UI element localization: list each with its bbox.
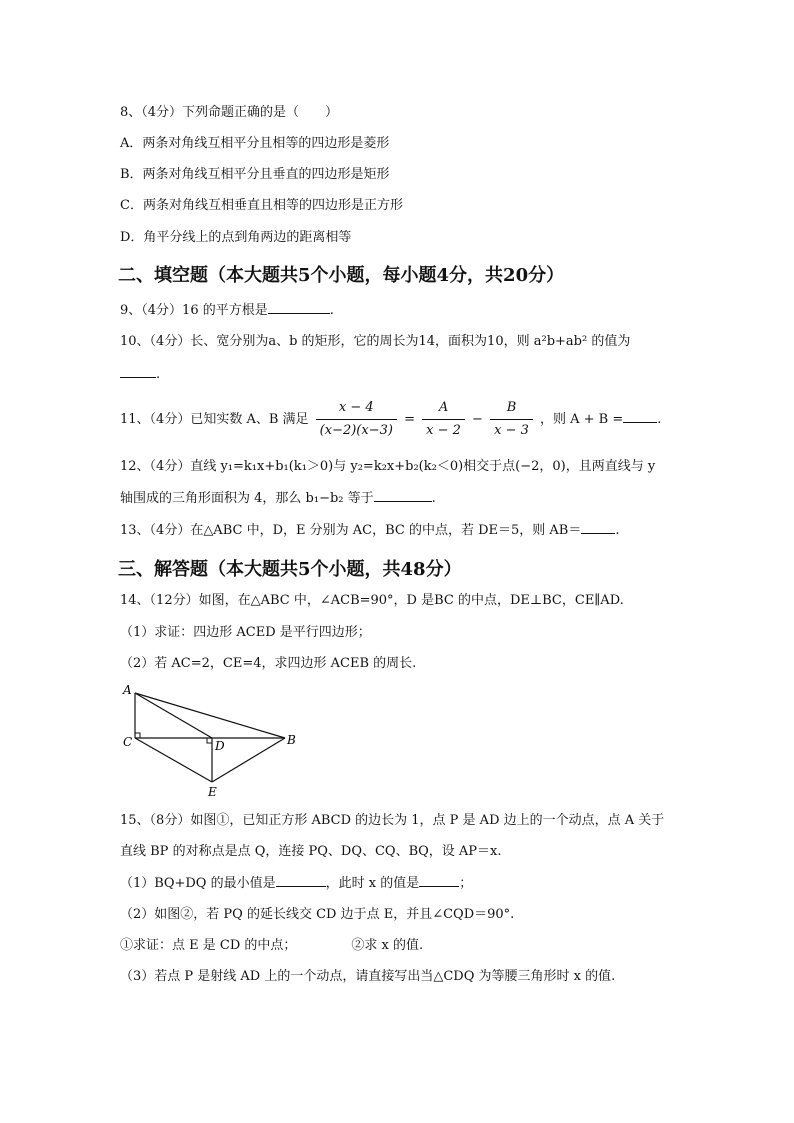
q11-end: . [657, 412, 662, 427]
q11-suffix: ，则 A + B = [540, 412, 624, 427]
right-angle-mark-c [135, 733, 140, 738]
q9-answer-blank [268, 301, 330, 314]
q9 [120, 301, 334, 320]
q8-option-d: D．角平分线上的点到角两边的距离相等 [120, 230, 352, 245]
q11-prefix: 11、（4分）已知实数 A、B 满足 [120, 412, 309, 427]
section-fill-blank-title: 二、填空题（本大题共5个小题，每小题4分，共20分） [118, 265, 565, 286]
q9-end: . [329, 303, 334, 318]
q14-part2: （2）若 AC=2，CE=4，求四边形 ACEB 的周长. [120, 656, 417, 671]
q12-line2 [120, 489, 436, 508]
q10-line1: 10、（4分）长、宽分别为a、b 的矩形，它的周长为14，面积为10，则 a²b+ab² 的值为 [120, 334, 631, 349]
q13-end: . [615, 523, 620, 538]
section-answer-title: 三、解答题（本大题共5个小题，共48分） [118, 559, 462, 580]
q10-end: . [156, 367, 161, 382]
q15-part2: （2）如图②，若 PQ 的延长线交 CD 边于点 E，并且∠CQD＝90°. [120, 907, 515, 922]
q14-geometry-figure [118, 680, 303, 800]
q14-part1: （1）求证：四边形 ACED 是平行四边形； [120, 625, 371, 640]
label-a: A [123, 683, 132, 697]
q10-line2 [120, 365, 160, 384]
label-c: C [123, 735, 133, 749]
q8-stem: 8、（4分）下列命题正确的是（ ） [120, 105, 339, 120]
q11-fraction-3: $\frac{B}{x - 3}$ [490, 398, 533, 441]
q11-minus: − [472, 412, 483, 427]
q11-equals: = [404, 412, 415, 427]
q11-fraction-2: $\frac{A}{x - 2}$ [422, 398, 465, 441]
q11-answer-blank [623, 410, 657, 423]
q8-option-c: C．两条对角线互相垂直且相等的四边形是正方形 [120, 198, 403, 213]
q14-stem: 14、（12分）如图，在△ABC 中，∠ACB=90°，D 是BC 的中点，DE⊥BC，CE∥AD. [120, 593, 624, 608]
q15-part2-sub [120, 937, 423, 955]
q8-option-a: A．两条对角线互相平分且相等的四边形是菱形 [120, 136, 390, 151]
q15-part2b: ②求 x 的值. [351, 938, 424, 953]
q15-line1: 15、（8分）如图①，已知正方形 ABCD 的边长为 1，点 P 是 AD 边上的一个动点，点 A 关于 [120, 813, 665, 828]
label-b: B [287, 733, 296, 747]
q12-line1: 12、（4分）直线 y₁=k₁x+b₁(k₁＞0)与 y₂=k₂x+b₂(k₂＜0)相交于点(−2，0)，且两直线与 y [120, 459, 656, 474]
label-d: D [215, 739, 225, 753]
q12-end: . [431, 491, 436, 506]
q11-fraction-1: $\frac{x - 4}{(x-2)(x-3)}$ [316, 398, 397, 441]
q13-answer-blank [581, 521, 615, 534]
right-angle-mark-d [207, 738, 212, 743]
label-e: E [208, 785, 217, 799]
q12-answer-blank [374, 489, 432, 502]
q15-part1 [120, 874, 472, 893]
q15-part3: （3）若点 P 是射线 AD 上的一个动点，请直接写出当△CDQ 为等腰三角形时 x 的值. [120, 969, 616, 984]
segment-ab [135, 693, 285, 738]
segment-ad [135, 693, 212, 738]
q15-part1-text: （1）BQ+DQ 的最小值是 [120, 876, 276, 891]
q15-part1-end: ； [459, 876, 473, 891]
q15-answer-blank-1 [276, 874, 326, 887]
q8-option-b: B．两条对角线互相平分且垂直的四边形是矩形 [120, 167, 390, 182]
q15-part1-mid: ，此时 x 的值是 [325, 876, 420, 891]
q12-text: 轴围成的三角形面积为 4，那么 b₁−b₂ 等于 [120, 491, 374, 506]
q15-line2: 直线 BP 的对称点是点 Q，连接 PQ、DQ、CQ、BQ，设 AP＝x. [120, 844, 502, 859]
q11 [120, 398, 661, 441]
q13 [120, 521, 620, 540]
q15-part2a: ①求证：点 E 是 CD 的中点； [120, 938, 297, 953]
q15-answer-blank-2 [419, 874, 459, 887]
segment-ce [135, 738, 212, 782]
q9-text: 9、（4分）16 的平方根是 [120, 303, 268, 318]
q13-text: 13、（4分）在△ABC 中，D，E 分别为 AC，BC 的中点，若 DE＝5，则 AB＝ [120, 523, 582, 538]
q10-answer-blank [120, 365, 156, 378]
